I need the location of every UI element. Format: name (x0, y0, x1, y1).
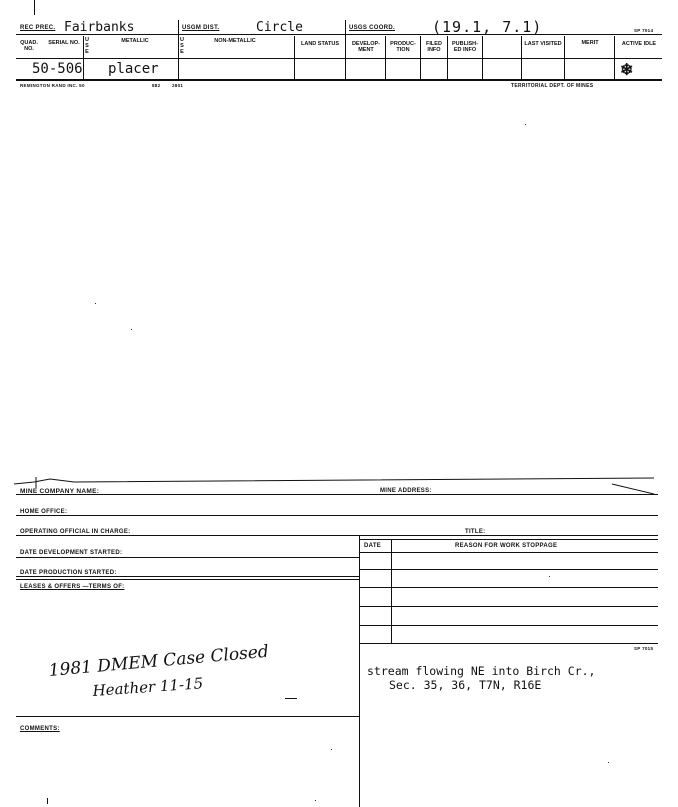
use-header: U S E (85, 37, 89, 55)
usgm-dist-value: Circle (256, 20, 303, 35)
rule (16, 515, 658, 516)
speck (95, 303, 96, 304)
reason-column-header: REASON FOR WORK STOPPAGE (455, 543, 558, 549)
rule (359, 552, 658, 553)
tick-mark (34, 0, 35, 15)
production-header: PRODUC-TION (390, 41, 416, 53)
home-office-label: HOME OFFICE: (20, 509, 68, 515)
date-column-header: DATE (364, 543, 382, 549)
rule (16, 58, 662, 59)
serial-no-header: SERIAL NO. (48, 40, 80, 46)
divider (391, 539, 392, 643)
divider (83, 36, 84, 79)
speck (331, 749, 332, 750)
usgs-coord-value: (19.1, 7.1) (432, 18, 543, 36)
filed-info-header: FILED INFO (426, 41, 442, 53)
divider (294, 36, 295, 79)
date-production-label: DATE PRODUCTION STARTED: (20, 570, 117, 576)
rule (359, 643, 658, 644)
speck (549, 576, 550, 577)
footer-right: TERRITORIAL DEPT. OF MINES (511, 83, 594, 89)
divider (385, 36, 386, 79)
usgm-dist-label: USGM DIST. (182, 25, 220, 31)
form-number-bottom: SP 7015 (634, 646, 654, 651)
footer-left: REMINGTON RAND INC. 50 (20, 83, 85, 88)
divider (614, 36, 615, 79)
dash-mark (285, 698, 297, 699)
footer-code1: 882 (152, 83, 161, 88)
rule (359, 569, 658, 570)
development-header: DEVELOP-MENT (351, 41, 381, 53)
metallic-header: METALLIC (121, 38, 149, 44)
rec-prec-label: REC PREC. (20, 25, 56, 31)
use2-header: U S E (180, 37, 184, 55)
mine-company-label: MINE COMPANY NAME: (20, 488, 100, 495)
center-divider (359, 535, 360, 807)
rule (16, 535, 658, 536)
rule (16, 576, 359, 577)
handwritten-note-line1: 1981 DMEM Case Closed (48, 641, 270, 681)
last-visited-header: LAST VISITED (524, 41, 562, 47)
land-status-header: LAND STATUS (301, 41, 339, 47)
rule (359, 587, 658, 588)
usgs-coord-label: USGS COORD. (349, 25, 395, 31)
rule (359, 606, 658, 607)
typed-location-line1: stream flowing NE into Birch Cr., (367, 664, 596, 678)
rule (359, 625, 658, 626)
leases-label: LEASES & OFFERS —TERMS OF: (20, 584, 125, 590)
rule (16, 579, 359, 580)
date-development-label: DATE DEVELOPMENT STARTED: (20, 550, 123, 556)
rule (16, 557, 359, 558)
divider (564, 36, 565, 79)
serial-value: 50-506 (32, 61, 83, 77)
divider (521, 36, 522, 79)
rec-prec-value: Fairbanks (64, 20, 135, 35)
active-idle-header: ACTIVE IDLE (621, 41, 657, 47)
speck (608, 762, 609, 763)
non-metallic-header: NON-METALLIC (214, 38, 256, 44)
published-info-header: PUBLISH-ED INFO (452, 41, 478, 53)
quad-no-header: QUAD. NO. (20, 40, 38, 52)
metallic-value: placer (108, 61, 159, 77)
merit-header: MERIT (581, 40, 599, 46)
form-number: SP 7014 (634, 28, 654, 33)
rule (16, 79, 662, 81)
speck (525, 124, 526, 125)
active-mark-icon: ❄ (620, 62, 634, 79)
rule (16, 716, 359, 717)
mine-address-label: MINE ADDRESS: (380, 488, 432, 494)
divider (420, 36, 421, 79)
tick-mark (47, 798, 48, 804)
rule (359, 539, 658, 540)
speck (131, 329, 132, 330)
comments-label: COMMENTS: (20, 726, 60, 732)
divider (447, 36, 448, 79)
divider (482, 36, 483, 79)
rule (16, 494, 658, 495)
footer-code2: 2801 (172, 83, 184, 88)
handwritten-note-line2: Heather 11-15 (92, 674, 204, 700)
divider (345, 20, 346, 79)
divider (178, 20, 179, 79)
title-label: TITLE: (465, 529, 486, 535)
typed-location-line2: Sec. 35, 36, T7N, R16E (389, 678, 542, 692)
operating-official-label: OPERATING OFFICIAL IN CHARGE: (20, 529, 131, 535)
speck (315, 800, 316, 801)
